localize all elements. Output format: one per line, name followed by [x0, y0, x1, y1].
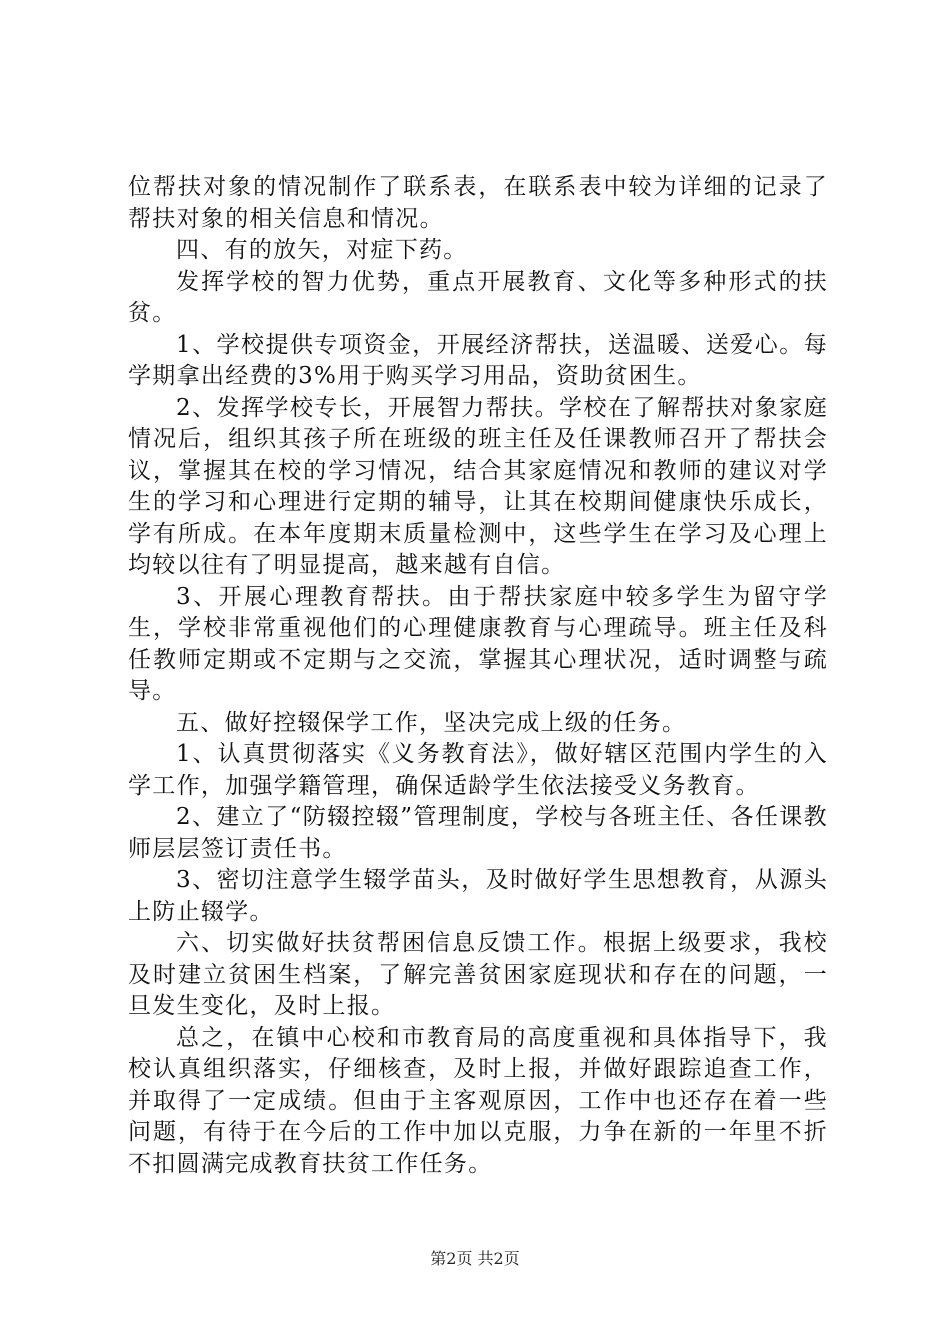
paragraph: 2、建立了“防辍控辍”管理制度，学校与各班主任、各任课教师层层签订责任书。 — [128, 804, 828, 862]
document-body — [128, 172, 828, 1180]
paragraph: 四、有的放矢，对症下药。 — [176, 237, 468, 263]
paragraph: 3、密切注意学生辍学苗头，及时做好学生思想教育，从源头上防止辍学。 — [128, 867, 828, 925]
paragraph: 1、学校提供专项资金，开展经济帮扶，送温暖、送爱心。每学期拿出经费的3%用于购买学习用品，资助贫困生。 — [128, 331, 828, 389]
paragraph: 六、切实做好扶贫帮困信息反馈工作。根据上级要求，我校及时建立贫困生档案，了解完善贫困家庭现状和存在的问题，一旦发生变化，及时上报。 — [128, 930, 828, 1019]
paragraph: 总之，在镇中心校和市教育局的高度重视和具体指导下，我校认真组织落实，仔细核查，及时上报，并做好跟踪追查工作，并取得了一定成绩。但由于主客观原因，工作中也还存在着一些问题，有待于在今后的工作中加以克服，力争在新的一年里不折不扣圆满完成教育扶贫工作任务。 — [128, 1024, 828, 1177]
paragraph: 发挥学校的智力优势，重点开展教育、文化等多种形式的扶贫。 — [128, 268, 828, 326]
paragraph: 五、做好控辍保学工作，坚决完成上级的任务。 — [176, 709, 687, 736]
paragraph: 2、发挥学校专长，开展智力帮扶。学校在了解帮扶对象家庭情况后，组织其孩子所在班级的班主任及任课教师召开了帮扶会议，掌握其在校的学习情况，结合其家庭情况和教师的建议对学生的学习和心理进行定期的辅导，让其在校期间健康快乐成长，学有所成。在本年度期末质量检测中，这些学生在学习及心理上均较以往有了明显提高，越来越有自信。 — [128, 394, 828, 578]
paragraph: 3、开展心理教育帮扶。由于帮扶家庭中较多学生为留守学生，学校非常重视他们的心理健康教育与心理疏导。班主任及科任教师定期或不定期与之交流，掌握其心理状况，适时调整与疏导。 — [128, 583, 828, 704]
paragraph: 1、认真贯彻落实《义务教育法》，做好辖区范围内学生的入学工作，加强学籍管理，确保适龄学生依法接受义务教育。 — [128, 741, 828, 799]
paragraph: 位帮扶对象的情况制作了联系表，在联系表中较为详细的记录了帮扶对象的相关信息和情况。 — [128, 174, 828, 232]
page-footer: 第2页 共2页 — [430, 1249, 520, 1268]
